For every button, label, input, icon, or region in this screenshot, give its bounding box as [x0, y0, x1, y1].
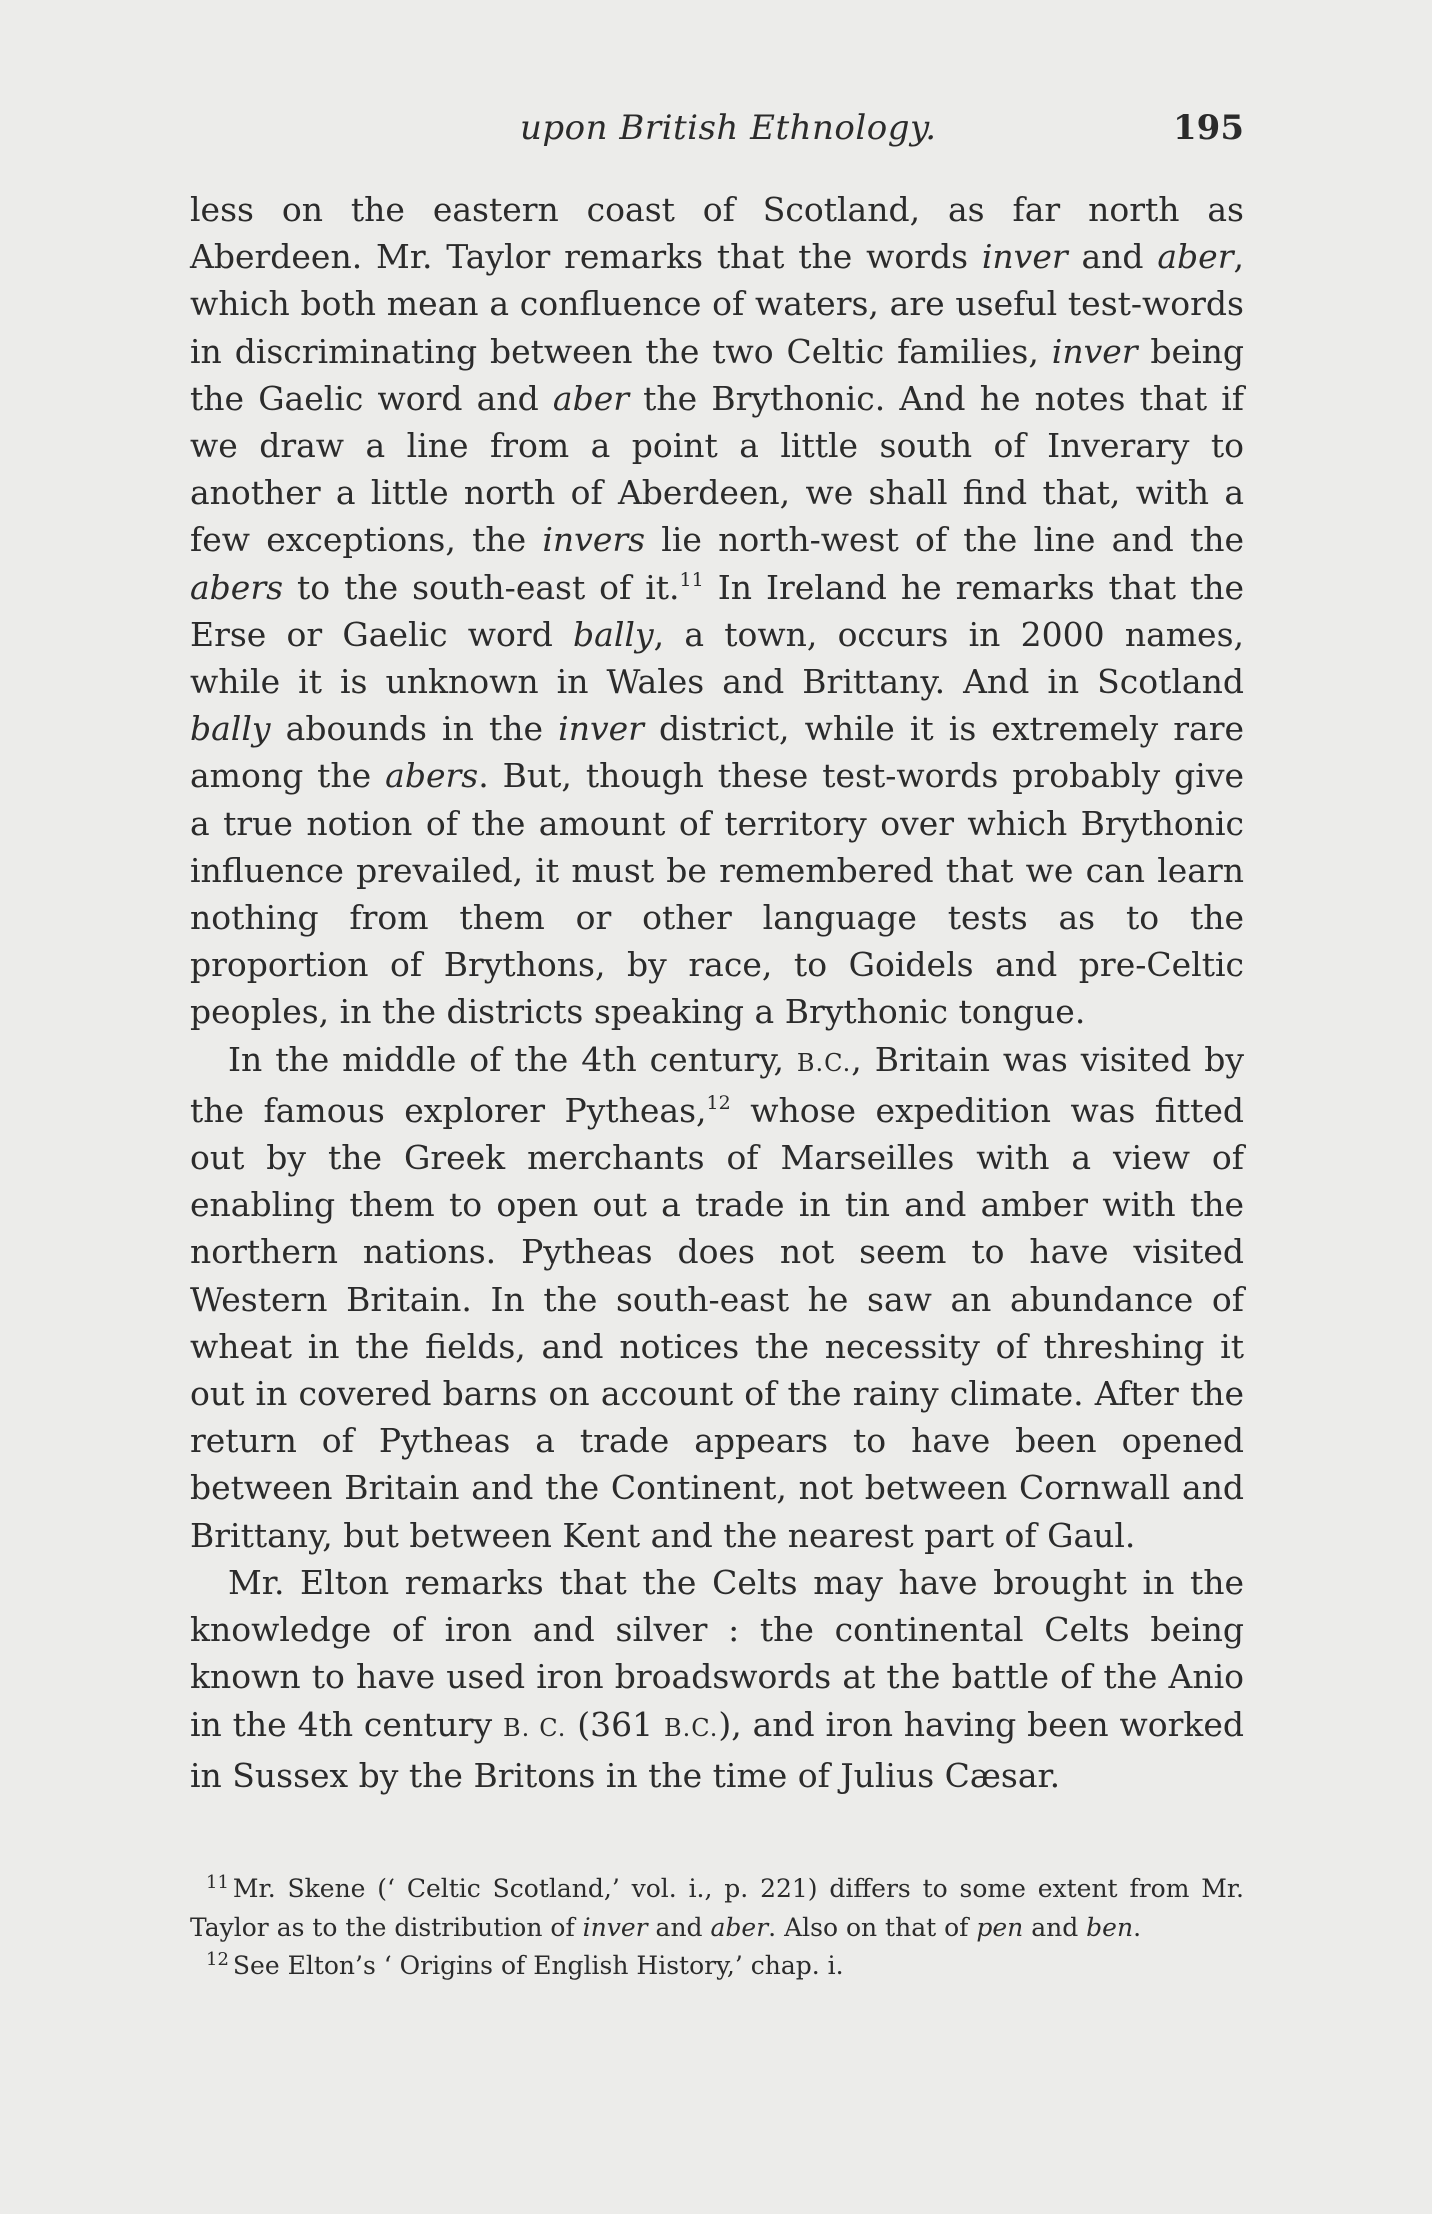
text-run: . But, though these test-words probably give a true notion of the amount of territory over which Brythonic influence prevailed, it must be remembered that we can learn nothing from them or other language tests as to the proportion of Brythons, by race, to Goidels and pre-Celtic peoples, in the districts speaking a Brythonic tongue. — [190, 756, 1244, 1032]
italic-text: inver — [981, 237, 1068, 277]
text-run: , which both mean a confluence of waters, are useful test-words in discriminating between the two Celtic families, — [190, 237, 1244, 371]
text-run: to the south-east of it. — [283, 567, 680, 607]
italic-text: inver — [1051, 331, 1138, 371]
footnote-reference: 11 — [679, 568, 704, 591]
running-title: upon British Ethnology. — [520, 108, 937, 148]
italic-text: aber — [1157, 237, 1234, 277]
text-run: Mr. Elton remarks that the Celts may have brought in the knowledge of iron and silver : the continental Celts being known to have used iron broadswords at the battle of the Anio in the 4th century — [190, 1562, 1244, 1744]
small-caps-text: B.C. — [796, 1048, 852, 1077]
body-text — [190, 186, 1244, 1799]
italic-text: aber — [552, 378, 629, 418]
footnote-number: 12 — [206, 1949, 229, 1970]
text-run: the Brythonic. And he notes that if we draw a line from a point a little south of Inverary to another a little north of Aberdeen, we shall find that, with a few exceptions, the — [190, 378, 1245, 560]
text-run: See Elton’s ‘ Origins of English History,’ chap. i. — [232, 1951, 844, 1980]
text-run: (361 — [566, 1704, 664, 1744]
italic-text: inver — [558, 709, 644, 749]
text-run: , Britain was visited by the famous explorer Pytheas, — [190, 1039, 1244, 1130]
text-run: whose expedition was fitted out by the Greek merchants of Marseilles with a view of enabling them to open out a trade in tin and amber with the northern nations. Pytheas does not seem to have visited Western Britain. In the south-east he saw an abundance of wheat in the fields, and notices the necessity of threshing it out in covered barns on account of the rainy climate. After the return of Pytheas a trade appears to have been opened between Britain and the Continent, not between Cornwall and Brittany, but between Kent and the nearest part of Gaul. — [190, 1090, 1244, 1555]
text-run: and — [647, 1912, 711, 1942]
italic-text: ben — [1086, 1912, 1134, 1942]
text-run: In Ireland he remarks that the Erse or Gaelic word — [190, 567, 1244, 654]
text-run: . — [1133, 1912, 1142, 1942]
small-caps-text: B. C. — [502, 1713, 567, 1742]
page-number: 195 — [1173, 108, 1244, 148]
page-header — [190, 108, 1250, 158]
italic-text: abers — [385, 756, 479, 796]
text-run: . Also on that of — [768, 1912, 977, 1942]
text-run: lie north-west of the line and the — [645, 520, 1244, 560]
italic-text: aber — [710, 1912, 769, 1942]
italic-text: abers — [190, 567, 284, 607]
italic-text: pen — [976, 1912, 1024, 1942]
italic-text: bally — [573, 614, 654, 654]
footnote — [190, 1870, 1244, 1947]
italic-text: bally — [190, 709, 271, 749]
paragraph — [190, 1036, 1244, 1559]
paragraph — [190, 1559, 1244, 1799]
small-caps-text: B.C. — [663, 1713, 719, 1742]
text-run: district, while it is extremely rare among the — [190, 709, 1244, 796]
text-run: and — [1067, 237, 1158, 277]
footnote-reference: 12 — [706, 1091, 731, 1114]
text-run: less on the eastern coast of Scotland, as far north as Aberdeen. Mr. Taylor remarks that the words — [190, 190, 1244, 277]
footnote — [190, 1947, 1244, 1986]
italic-text: invers — [542, 520, 646, 560]
footnotes — [190, 1870, 1244, 1986]
paragraph — [190, 186, 1244, 1036]
text-run: Mr. Skene (‘ Celtic Scotland,’ vol. i., p. 221) differs to some extent from Mr. Taylor as to the distribution of — [190, 1874, 1244, 1942]
italic-text: inver — [582, 1912, 648, 1942]
text-run: and — [1023, 1912, 1087, 1942]
text-run: being the Gaelic word and — [190, 331, 1245, 418]
text-run: ), and iron having been worked in Sussex by the Britons in the time of Julius Cæsar. — [190, 1704, 1244, 1795]
footnote-number: 11 — [206, 1872, 229, 1893]
text-run: In the middle of the 4th century, — [228, 1039, 797, 1079]
text-run: abounds in the — [270, 709, 559, 749]
text-run: , a town, occurs in 2000 names, while it is unknown in Wales and Brittany. And in Scotland — [190, 614, 1244, 702]
